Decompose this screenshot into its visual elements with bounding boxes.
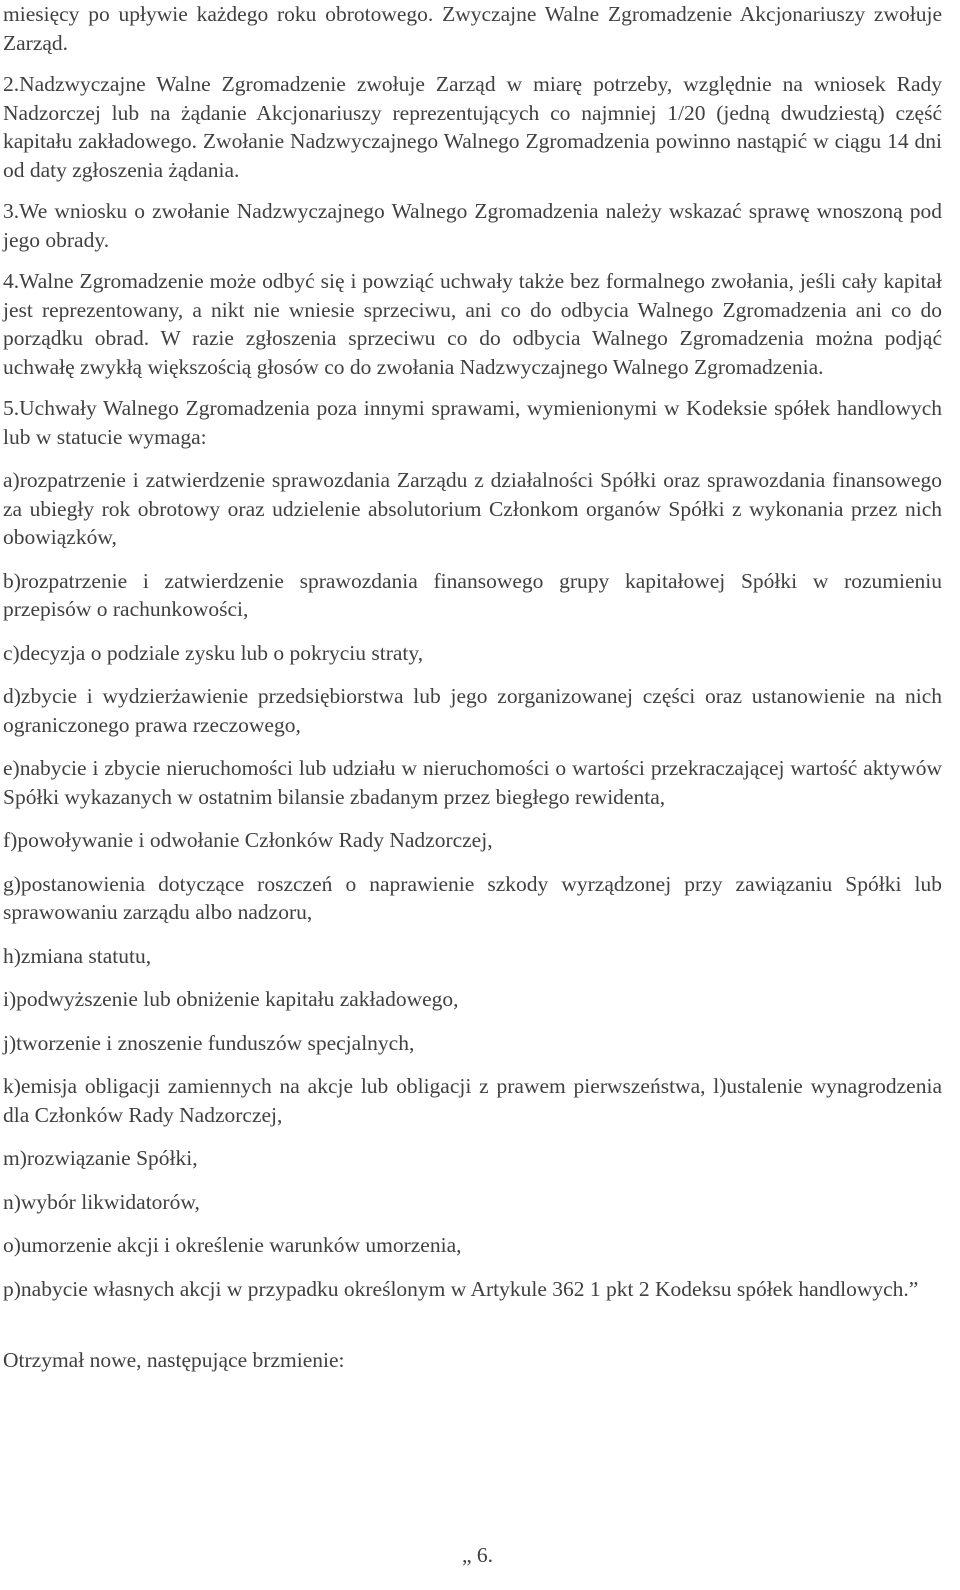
list-item-p: p)nabycie własnych akcji w przypadku określonym w Artykule 362 1 pkt 2 Kodeksu spółek handlowych.” <box>3 1276 919 1301</box>
paragraph-3: 3.We wniosku o zwołanie Nadzwyczajnego Walnego Zgromadzenia należy wskazać sprawę wnoszoną pod jego obrady. <box>3 199 942 252</box>
list-item-n: n)wybór likwidatorów, <box>3 1189 200 1214</box>
list-item-g: g)postanowienia dotyczące roszczeń o naprawienie szkody wyrządzonej przy zawiązaniu Spółki lub sprawowaniu zarządu albo nadzoru, <box>3 871 942 924</box>
list-item-f: f)powoływanie i odwołanie Członków Rady Nadzorczej, <box>3 828 493 852</box>
document-page <box>3 0 942 1375</box>
list-item-k: k)emisja obligacji zamiennych na akcje lub obligacji z prawem pierwszeństwa, l)ustalenie wynagrodzenia dla Członków Rady Nadzorczej, <box>3 1074 942 1127</box>
list-item-i: i)podwyższenie lub obniżenie kapitału zakładowego, <box>3 987 459 1011</box>
list-item-h: h)zmiana statutu, <box>3 943 152 968</box>
list-item-o: o)umorzenie akcji i określenie warunków umorzenia, <box>3 1233 462 1257</box>
list-item-b: b)rozpatrzenie i zatwierdzenie sprawozdania finansowego grupy kapitałowej Spółki w rozumieniu przepisów o rachunkowości, <box>3 568 942 621</box>
paragraph-5: 5.Uchwały Walnego Zgromadzenia poza innymi sprawami, wymienionymi w Kodeksie spółek handlowych lub w statucie wymaga: <box>3 396 942 449</box>
paragraph-4: 4.Walne Zgromadzenie może odbyć się i powziąć uchwały także bez formalnego zwołania, jeśli cały kapitał jest reprezentowany, a nikt nie wniesie sprzeciwu, ani co do odbycia Walnego Zgromadzenia ani co do porządku obrad. W razie zgłoszenia sprzeciwu co do odbycia Walnego Zgromadzenia można podjąć uchwałę zwykłą większością głosów co do zwołania Nadzwyczajnego Walnego Zgromadzenia. <box>3 269 942 379</box>
paragraph-intro: miesięcy po upływie każdego roku obrotowego. Zwyczajne Walne Zgromadzenie Akcjonariuszy zwołuje Zarząd. <box>3 2 942 55</box>
section-mark: „ 6. <box>462 1543 494 1567</box>
closing-sentence: Otrzymał nowe, następujące brzmienie: <box>3 1348 345 1372</box>
list-item-c: c)decyzja o podziale zysku lub o pokryciu straty, <box>3 640 424 665</box>
list-item-a: a)rozpatrzenie i zatwierdzenie sprawozdania Zarządu z działalności Spółki oraz sprawozdania finansowego za ubiegły rok obrotowy oraz udzielenie absolutorium Członkom organów Spółki z wykonania przez nich obowiązków, <box>3 468 942 549</box>
list-item-m: m)rozwiązanie Spółki, <box>3 1146 198 1170</box>
paragraph-2: 2.Nadzwyczajne Walne Zgromadzenie zwołuje Zarząd w miarę potrzeby, względnie na wniosek Rady Nadzorczej lub na żądanie Akcjonariuszy reprezentujących co najmniej 1/20 (jedną dwudziestą) część kapitału zakładowego. Zwołanie Nadzwyczajnego Walnego Zgromadzenia powinno nastąpić w ciągu 14 dni od daty zgłoszenia żądania. <box>3 72 942 182</box>
list-item-j: j)tworzenie i znoszenie funduszów specjalnych, <box>3 1030 415 1055</box>
list-item-e: e)nabycie i zbycie nieruchomości lub udziału w nieruchomości o wartości przekraczającej wartość aktywów Spółki wykazanych w ostatnim bilansie zbadanym przez biegłego rewidenta, <box>3 756 942 809</box>
list-item-d: d)zbycie i wydzierżawienie przedsiębiorstwa lub jego zorganizowanej części oraz ustanowienie na nich ograniczonego prawa rzeczowego, <box>3 684 942 737</box>
